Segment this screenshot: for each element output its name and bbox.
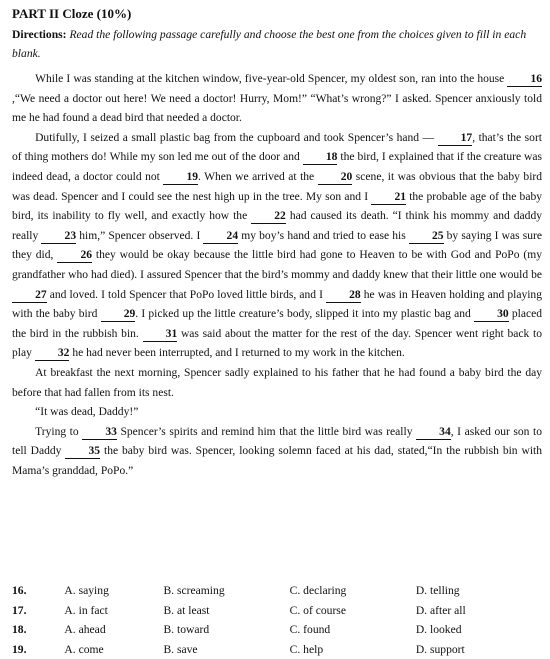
answer-options [12,581,542,659]
blank-33: 33 [82,426,117,440]
blank-20: 20 [318,171,353,185]
text-segment: Dutifully, I seized a small plastic bag from the cupboard and took Spencer’s hand — [35,132,434,144]
directions-lead: Directions: [12,28,67,41]
option-a: A. come [64,643,163,656]
section-heading: PART II Cloze (10%) [12,6,131,22]
blank-35: 35 [65,445,100,459]
text-segment: , that’s the sort of thing mothers do! While my son led me out of the door and [12,132,542,164]
text-segment: . When we arrived at the [198,171,314,183]
blank-24: 24 [203,230,238,244]
question-number: 16. [12,584,64,597]
text-segment: . I picked up the little creature’s body, slipped it into my plastic bag and [135,308,471,320]
text-segment: Spencer’s spirits and remind him that the little bird was really [120,426,412,438]
text-segment: he had never been interrupted, and I returned to my work in the kitchen. [72,347,405,359]
text-segment: scene, it was obvious that the baby bird was dead. Spencer and I could see the nest high up in the tree. My son and I [12,171,542,203]
option-row [12,581,542,601]
blank-32: 32 [35,347,70,361]
passage-paragraph-2 [12,129,542,364]
option-row [12,620,542,640]
text-segment: by saying I was sure they did, [12,230,542,262]
option-d: D. support [416,643,542,656]
option-row [12,601,542,621]
blank-21: 21 [371,191,406,205]
blank-25: 25 [409,230,444,244]
option-d: D. looked [416,623,542,636]
text-segment: While I was standing at the kitchen window, five-year-old Spencer, my oldest son, ran into the house [35,73,504,85]
option-a: A. in fact [64,604,163,617]
option-b: B. screaming [163,584,289,597]
option-c: C. found [290,623,416,636]
blank-29: 29 [101,308,136,322]
passage-paragraph-5 [12,423,542,482]
text-segment: they would be okay because the little bird had gone to Heaven to be with God and PoPo (my grandfather who had died). I assured Spencer that the bird’s mommy and daddy knew that their little one would be [12,249,542,281]
text-segment: him,” Spencer observed. I [79,230,200,242]
text-segment: the baby bird was. Spencer, looking solemn faced at his dad, stated,“In the rubbish bin with Mama’s granddad, PoPo.” [12,445,542,477]
question-number: 17. [12,604,64,617]
option-b: B. at least [163,604,289,617]
option-d: D. telling [416,584,542,597]
option-b: B. save [163,643,289,656]
option-c: C. declaring [290,584,416,597]
passage-paragraph-1 [12,70,542,129]
passage-paragraph-3: At breakfast the next morning, Spencer sadly explained to his father that he had found a baby bird the day before that had fallen from its nest. [12,364,542,403]
blank-22: 22 [251,210,286,224]
option-a: A. saying [64,584,163,597]
blank-26: 26 [57,249,92,263]
text-segment: the bird, I explained that if the creature was indeed dead, a doctor could not [12,151,542,183]
text-segment: had caused its death. “I think his mommy and daddy really [12,210,542,242]
blank-18: 18 [303,151,338,165]
option-b: B. toward [163,623,289,636]
blank-34: 34 [416,426,451,440]
text-segment: Trying to [35,426,79,438]
option-a: A. ahead [64,623,163,636]
blank-23: 23 [41,230,76,244]
question-number: 18. [12,623,64,636]
text-segment: was said about the matter for the rest of the day. Spencer went right back to play [12,328,542,360]
blank-17: 17 [438,132,473,146]
question-number: 19. [12,643,64,656]
text-segment: my boy’s hand and tried to ease his [241,230,405,242]
text-segment: placed the bird in the rubbish bin. [12,308,542,340]
blank-30: 30 [474,308,509,322]
option-d: D. after all [416,604,542,617]
blank-27: 27 [12,289,47,303]
text-segment: and loved. I told Spencer that PoPo loved little birds, and I [50,289,323,301]
text-segment: , I asked our son to tell Daddy [12,426,542,458]
directions [12,25,542,63]
text-segment: ,“We need a doctor out here! We need a doctor! Hurry, Mom!” “What’s wrong?” I asked. Spencer anxiously told me he had found a dead bird that needed a doctor. [12,93,542,125]
option-c: C. help [290,643,416,656]
cloze-passage [12,70,542,481]
blank-31: 31 [143,328,178,342]
directions-text: Read the following passage carefully and choose the best one from the choices given to fill in each blank. [12,28,526,60]
option-row [12,640,542,659]
text-segment: the probable age of the baby bird, its inability to fly well, and exactly how the [12,191,542,223]
option-c: C. of course [290,604,416,617]
blank-19: 19 [163,171,198,185]
blank-16: 16 [507,73,542,87]
blank-28: 28 [326,289,361,303]
text-segment: he was in Heaven holding and playing with the baby bird [12,289,542,321]
passage-paragraph-4: “It was dead, Daddy!” [12,403,542,423]
